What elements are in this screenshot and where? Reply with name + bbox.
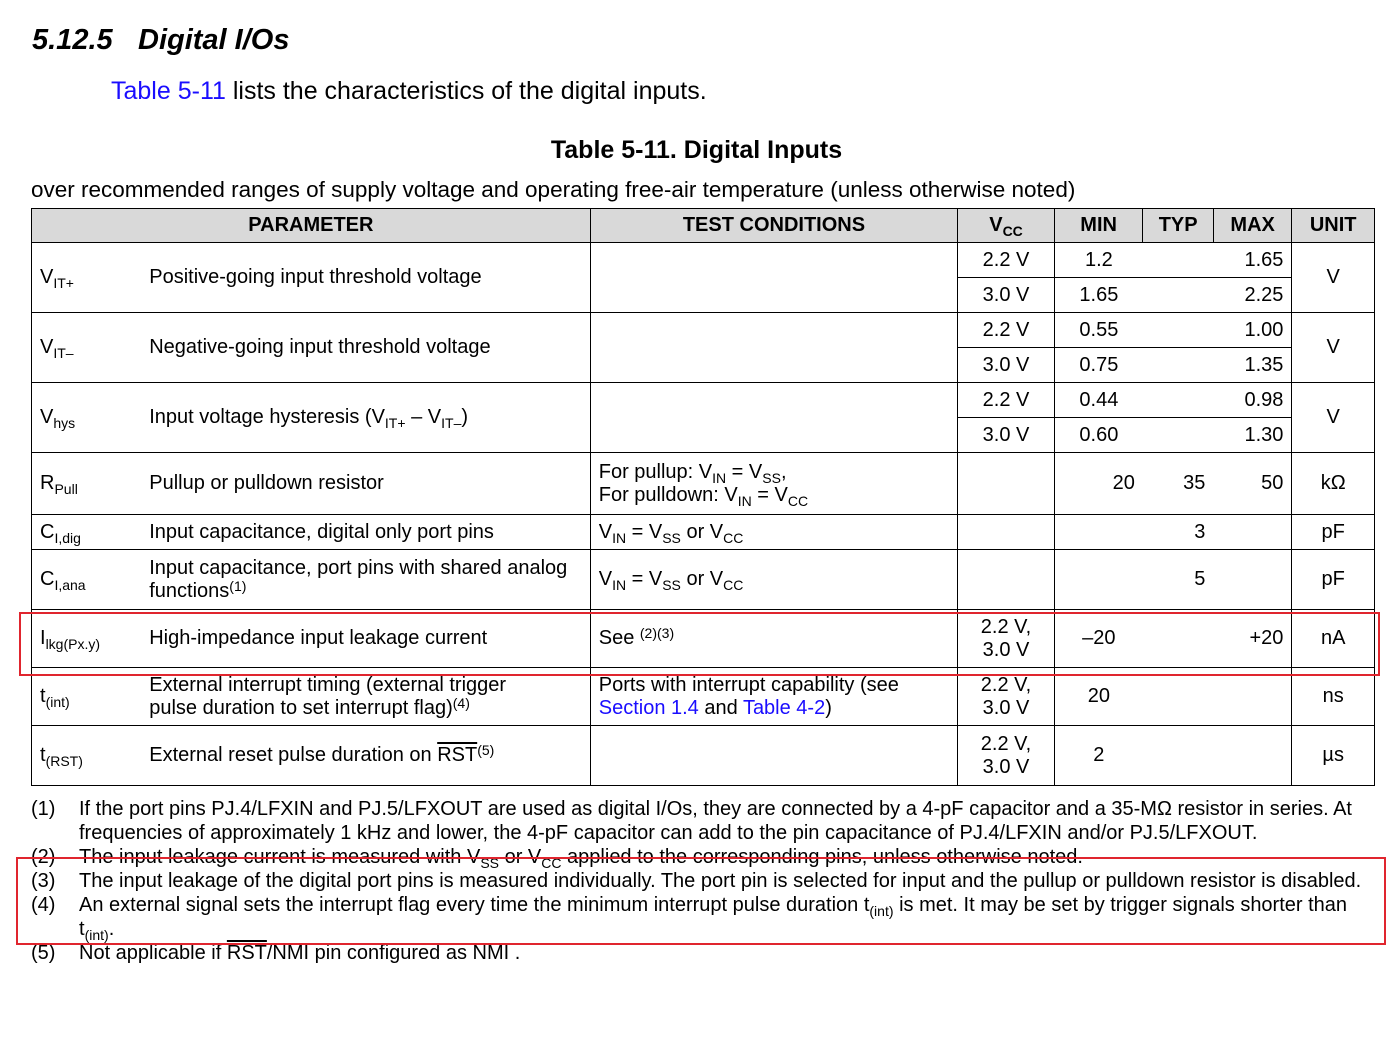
test-vit-plus <box>590 243 957 313</box>
symbol-trst: $t_{(RST)}$ <box>32 726 142 786</box>
vcc-cell: 2.2 V <box>958 383 1055 418</box>
min-cell: 20 <box>1054 668 1143 726</box>
intro-paragraph <box>111 77 707 106</box>
typ-cell <box>1143 313 1213 348</box>
typ-cell: 3 <box>1143 515 1213 550</box>
max-cell: 1.65 <box>1213 243 1292 278</box>
typ-cell <box>1143 668 1213 726</box>
symbol-vit-minus: $V_{IT-}$ <box>32 313 142 383</box>
vcc-cell <box>958 515 1055 550</box>
typ-cell: 5 <box>1143 550 1213 610</box>
min-cell: 1.2 <box>1054 243 1143 278</box>
vcc-cell: 2.2 V, 3.0 V <box>958 610 1055 668</box>
footnote-1: (1) If the port pins PJ.4/LFXIN and PJ.5/LFXOUT are used as digital I/Os, they are connected by a 4-pF capacitor and a 35-MΩ resistor in series. At frequencies of approximately 1 kHz and lower, the 4-pF capacitor can add to the pin capacitance of PJ.4/LFXIN and/or PJ.5/LFXOUT. <box>31 798 1352 844</box>
table-row <box>32 515 1375 550</box>
unit-cell: V <box>1292 313 1375 383</box>
vcc-cell: 3.0 V <box>958 348 1055 383</box>
unit-cell: ns <box>1292 668 1375 726</box>
max-cell <box>1213 550 1292 610</box>
min-cell: 0.44 <box>1054 383 1143 418</box>
test-trst <box>590 726 957 786</box>
table-caption: Table 5-11. Digital Inputs <box>550 136 843 164</box>
table-link[interactable]: Table 5-11 <box>111 77 226 105</box>
max-cell <box>1213 668 1292 726</box>
desc-ilkg: High-impedance input leakage current <box>141 610 590 668</box>
table-4-2-link[interactable]: Table 4-2 <box>742 696 826 719</box>
header-test-conditions: TEST CONDITIONS <box>590 209 957 243</box>
desc-rpull: Pullup or pulldown resistor <box>141 453 590 515</box>
typ-cell <box>1143 726 1213 786</box>
typ-cell <box>1143 348 1213 383</box>
min-cell: 0.75 <box>1054 348 1143 383</box>
header-typ: TYP <box>1143 209 1213 243</box>
unit-cell: V <box>1292 243 1375 313</box>
test-cidig: $V_{IN} = V_{SS}$ or $V_{CC}$ <box>590 515 957 550</box>
symbol-vhys: $V_{hys}$ <box>32 383 142 453</box>
min-cell <box>1054 550 1143 610</box>
header-vcc: $V_{CC}$ <box>958 209 1055 243</box>
max-cell: +20 <box>1213 610 1292 668</box>
unit-cell: V <box>1292 383 1375 453</box>
typ-cell <box>1143 383 1213 418</box>
vcc-cell: 2.2 V <box>958 243 1055 278</box>
header-unit: UNIT <box>1292 209 1375 243</box>
test-ciana: $V_{IN} = V_{SS}$ or $V_{CC}$ <box>590 550 957 610</box>
typ-cell <box>1143 610 1213 668</box>
max-cell: 1.00 <box>1213 313 1292 348</box>
desc-trst: External reset pulse duration on $\overline{RST}^{(5)}$ <box>141 726 590 786</box>
typ-cell <box>1143 418 1213 453</box>
min-cell: 1.65 <box>1054 278 1143 313</box>
desc-vhys: Input voltage hysteresis $(V_{IT+} - V_{IT-})$ <box>141 383 590 453</box>
typ-cell: 35 <box>1143 453 1213 515</box>
footnotes <box>31 797 1376 965</box>
unit-cell: µs <box>1292 726 1375 786</box>
min-cell: 0.60 <box>1054 418 1143 453</box>
vcc-cell: 2.2 V, 3.0 V <box>958 668 1055 726</box>
table-row <box>32 550 1375 610</box>
table-row <box>32 453 1375 515</box>
symbol-vit-plus: $V_{IT+}$ <box>32 243 142 313</box>
digital-inputs-table <box>31 208 1375 786</box>
symbol-tint: $t_{(int)}$ <box>32 668 142 726</box>
max-cell: 50 <box>1213 453 1292 515</box>
table-row <box>32 383 1375 418</box>
test-rpull: For pullup: $V_{IN} = V_{SS}$, For pulldown: $V_{IN} = V_{CC}$ <box>590 453 957 515</box>
unit-cell: kΩ <box>1292 453 1375 515</box>
intro-text: lists the characteristics of the digital inputs. <box>225 77 707 105</box>
footnote-4: (4) An external signal sets the interrupt flag every time the minimum interrupt pulse duration $t_{(int)}$ is met. It may be set by trigger signals shorter than $t_{(int)}$. <box>31 894 1348 943</box>
typ-cell <box>1143 243 1213 278</box>
test-tint: Ports with interrupt capability (see Section 1.4 and Table 4-2) <box>590 668 957 726</box>
max-cell: 0.98 <box>1213 383 1292 418</box>
typ-cell <box>1143 278 1213 313</box>
max-cell: 1.30 <box>1213 418 1292 453</box>
vcc-cell: 3.0 V <box>958 278 1055 313</box>
min-cell: 2 <box>1054 726 1143 786</box>
vcc-cell: 2.2 V <box>958 313 1055 348</box>
footnote-5: (5) Not applicable if $\overline{RST}$/NMI pin configured as NMI . <box>31 942 521 964</box>
table-row <box>32 726 1375 786</box>
symbol-cidig: $C_{I,dig}$ <box>32 515 142 550</box>
unit-cell: nA <box>1292 610 1375 668</box>
min-cell: –20 <box>1054 610 1143 668</box>
table-header-row <box>32 209 1375 243</box>
vcc-cell <box>958 453 1055 515</box>
symbol-rpull: $R_{Pull}$ <box>32 453 142 515</box>
table-row <box>32 668 1375 726</box>
min-cell: 0.55 <box>1054 313 1143 348</box>
vcc-cell: 2.2 V, 3.0 V <box>958 726 1055 786</box>
table-conditions: over recommended ranges of supply voltage and operating free-air temperature (unless otherwise noted) <box>31 177 1076 202</box>
header-min: MIN <box>1054 209 1143 243</box>
symbol-ciana: $C_{I,ana}$ <box>32 550 142 610</box>
max-cell <box>1213 726 1292 786</box>
test-vit-minus <box>590 313 957 383</box>
section-heading <box>32 24 289 57</box>
header-max: MAX <box>1213 209 1292 243</box>
max-cell: 2.25 <box>1213 278 1292 313</box>
test-vhys <box>590 383 957 453</box>
unit-cell: pF <box>1292 515 1375 550</box>
footnote-2: (2) The input leakage current is measured with $V_{SS}$ or $V_{CC}$ applied to the corresponding pins, unless otherwise noted. <box>31 846 1083 871</box>
footnote-3: (3) The input leakage of the digital port pins is measured individually. The port pin is selected for input and the pullup or pulldown resistor is disabled. <box>31 870 1362 892</box>
desc-cidig: Input capacitance, digital only port pins <box>141 515 590 550</box>
desc-vit-plus: Positive-going input threshold voltage <box>141 243 590 313</box>
test-ilkg: See $^{(2)(3)}$ <box>590 610 957 668</box>
min-cell <box>1054 515 1143 550</box>
max-cell <box>1213 515 1292 550</box>
table-row <box>32 610 1375 668</box>
desc-vit-minus: Negative-going input threshold voltage <box>141 313 590 383</box>
section-link[interactable]: Section 1.4 <box>598 696 699 719</box>
section-title: Digital I/Os <box>138 24 290 56</box>
vcc-cell: 3.0 V <box>958 418 1055 453</box>
unit-cell: pF <box>1292 550 1375 610</box>
header-parameter: PARAMETER <box>32 209 591 243</box>
desc-ciana: Input capacitance, port pins with shared analog functions$^{(1)}$ <box>141 550 590 610</box>
min-cell: 20 <box>1054 453 1143 515</box>
table-row <box>32 243 1375 278</box>
desc-tint: External interrupt timing (external trigger pulse duration to set interrupt flag)$^{(4)}$ <box>141 668 590 726</box>
symbol-ilkg: $I_{lkg(Px.y)}$ <box>32 610 142 668</box>
section-number: 5.12.5 <box>32 24 113 56</box>
table-row <box>32 313 1375 348</box>
max-cell: 1.35 <box>1213 348 1292 383</box>
vcc-cell <box>958 550 1055 610</box>
